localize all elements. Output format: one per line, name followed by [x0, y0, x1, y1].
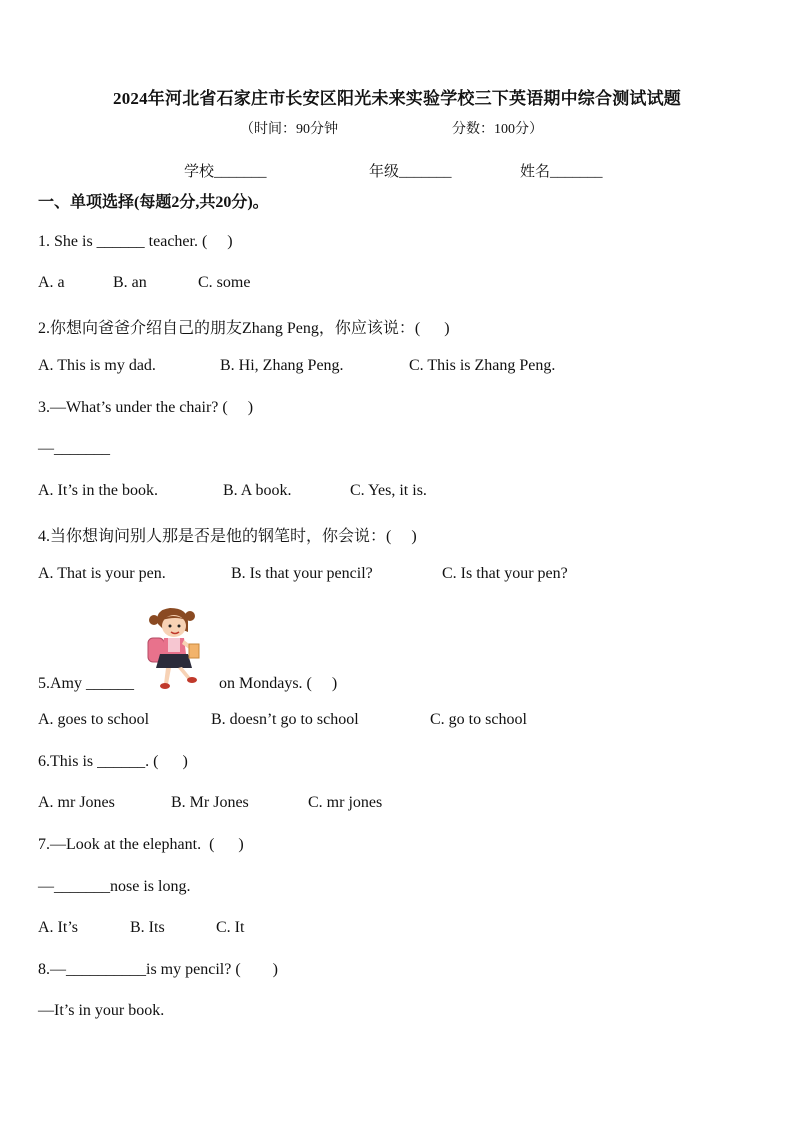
school-field: 学校_______ — [184, 164, 267, 180]
q6-option-c: C. mr jones — [308, 794, 383, 811]
q1-option-b: B. an — [113, 274, 147, 291]
q3-answer-line: —_______ — [38, 440, 110, 457]
q4-option-a: A. That is your pen. — [38, 565, 166, 582]
q4-option-b: B. Is that your pencil? — [231, 565, 373, 582]
exam-time: （时间：90分钟 — [240, 122, 338, 137]
q8-answer-line: —It’s in your book. — [38, 1002, 165, 1019]
question-5-part-b: on Mondays. ( ) — [219, 675, 338, 692]
exam-title: 2024年河北省石家庄市长安区阳光未来实验学校三下英语期中综合测试试题 — [113, 89, 681, 108]
question-2: 2.你想向爸爸介绍自己的朋友Zhang Peng，你应该说：( ) — [38, 320, 450, 337]
question-8: 8.—__________is my pencil? ( ) — [38, 961, 278, 978]
q1-option-c: C. some — [198, 274, 251, 291]
q7-option-b: B. Its — [130, 919, 165, 936]
q1-option-a: A. a — [38, 274, 65, 291]
grade-field: 年级_______ — [369, 164, 452, 180]
q2-option-b: B. Hi, Zhang Peng. — [220, 357, 344, 374]
q7-option-a: A. It’s — [38, 919, 78, 936]
question-7: 7.—Look at the elephant. ( ) — [38, 836, 244, 853]
q3-option-b: B. A book. — [223, 482, 292, 499]
question-5-part-a: 5.Amy ______ — [38, 675, 134, 692]
question-6: 6.This is ______. ( ) — [38, 753, 188, 770]
exam-score: 分数：100分） — [452, 122, 543, 137]
q7-answer-line: —_______nose is long. — [38, 878, 191, 895]
q3-option-a: A. It’s in the book. — [38, 482, 158, 499]
question-3: 3.—What’s under the chair? ( ) — [38, 399, 254, 416]
q5-option-a: A. goes to school — [38, 711, 150, 728]
question-1: 1. She is ______ teacher. ( ) — [38, 233, 233, 250]
q6-option-a: A. mr Jones — [38, 794, 115, 811]
q5-option-c: C. go to school — [430, 711, 527, 728]
q5-option-b: B. doesn’t go to school — [211, 711, 359, 728]
q3-option-c: C. Yes, it is. — [350, 482, 427, 499]
q4-option-c: C. Is that your pen? — [442, 565, 568, 582]
q7-option-c: C. It — [216, 919, 245, 936]
question-4: 4.当你想询问别人那是否是他的钢笔时，你会说：( ) — [38, 528, 417, 545]
q2-option-c: C. This is Zhang Peng. — [409, 357, 556, 374]
name-field: 姓名_______ — [520, 164, 603, 180]
girl-going-to-school-illustration — [144, 604, 208, 696]
q2-option-a: A. This is my dad. — [38, 357, 156, 374]
q6-option-b: B. Mr Jones — [171, 794, 249, 811]
section-title: 一、单项选择(每题2分,共20分)。 — [38, 194, 269, 211]
